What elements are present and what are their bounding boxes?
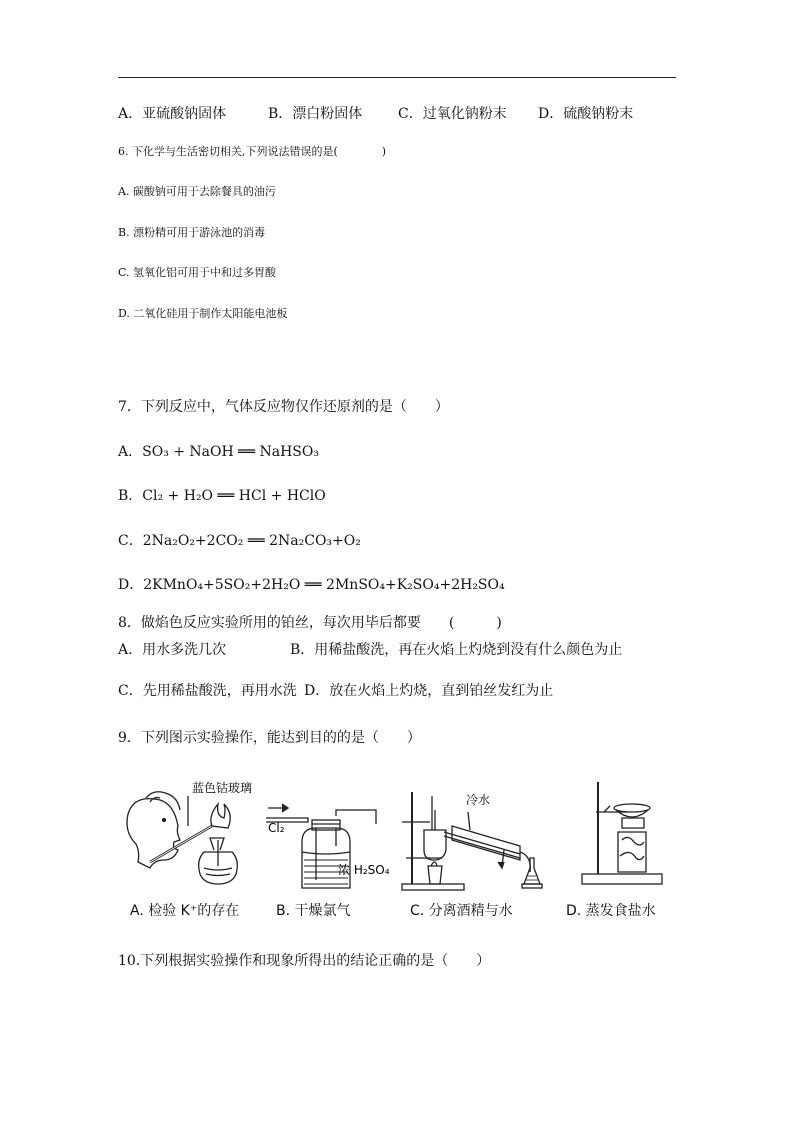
q7-option-b-label: B． [118,488,143,504]
q9-caption-a: A. 检验 K⁺的存在 [130,903,240,919]
q7-stem: 7．下列反应中，气体反应物仅作还原剂的是（ ） [118,399,449,415]
label-h2so4: 浓 H₂SO₄ [338,863,390,877]
q6-option-d: D. 二氧化硅用于制作太阳能电池板 [118,307,288,320]
q6-option-b: B. 漂粉精可用于游泳池的消毒 [118,226,266,239]
fig-a-flame-test [127,792,237,884]
label-cl2: Cl₂ [268,821,285,835]
label-cobalt-glass: 蓝色钴玻璃 [192,781,253,795]
q5-option-a: A．亚硫酸钠固体 [118,106,227,122]
q5-option-b: B．漂白粉固体 [268,106,363,122]
q7-option-b-equation: Cl₂ + H₂O ══ HCl + HClO [142,488,326,504]
q7-option-a-equation: SO₃ + NaOH ══ NaHSO₃ [142,444,319,460]
q7-option-a-label: A． [118,444,143,460]
q9-stem: 9．下列图示实验操作，能达到目的的是（ ） [118,730,421,746]
q8-option-c: C．先用稀盐酸洗，再用水洗 [118,683,297,699]
q7-option-c-label: C． [118,533,143,549]
label-cold-water: 冷水 [466,793,491,807]
fig-d-evaporation [582,782,662,884]
q5-option-c: C．过氧化钠粉末 [398,106,507,122]
q9-caption-b: B. 干燥氯气 [276,903,351,919]
q10-stem: 10.下列根据实验操作和现象所得出的结论正确的是（ ） [118,953,491,969]
q7-option-d-equation: 2KMnO₄+5SO₂+2H₂O ══ 2MnSO₄+K₂SO₄+2H₂SO₄ [143,577,505,593]
q8-option-d: D．放在火焰上灼烧，直到铂丝发红为止 [304,683,554,699]
q7-option-d-label: D． [118,577,144,593]
q8-option-b: B．用稀盐酸洗，再在火焰上灼烧到没有什么颜色为止 [290,642,623,658]
q8-option-a: A．用水多洗几次 [118,642,227,658]
q9-caption-d: D. 蒸发食盐水 [566,903,656,919]
q6-option-c: C. 氢氧化铝可用于中和过多胃酸 [118,266,277,279]
q7-option-c-equation: 2Na₂O₂+2CO₂ ══ 2Na₂CO₃+O₂ [142,533,361,549]
q8-stem: 8．做焰色反应实验所用的铂丝，每次用毕后都要 ( ) [118,615,502,631]
q6-option-a: A. 碳酸钠可用于去除餐具的油污 [118,185,276,198]
q9-caption-c: C. 分离酒精与水 [410,903,513,919]
q5-option-d: D．硫酸钠粉末 [538,106,634,122]
q6-stem: 6. 下化学与生活密切相关,下列说法错误的是( ) [118,145,387,158]
